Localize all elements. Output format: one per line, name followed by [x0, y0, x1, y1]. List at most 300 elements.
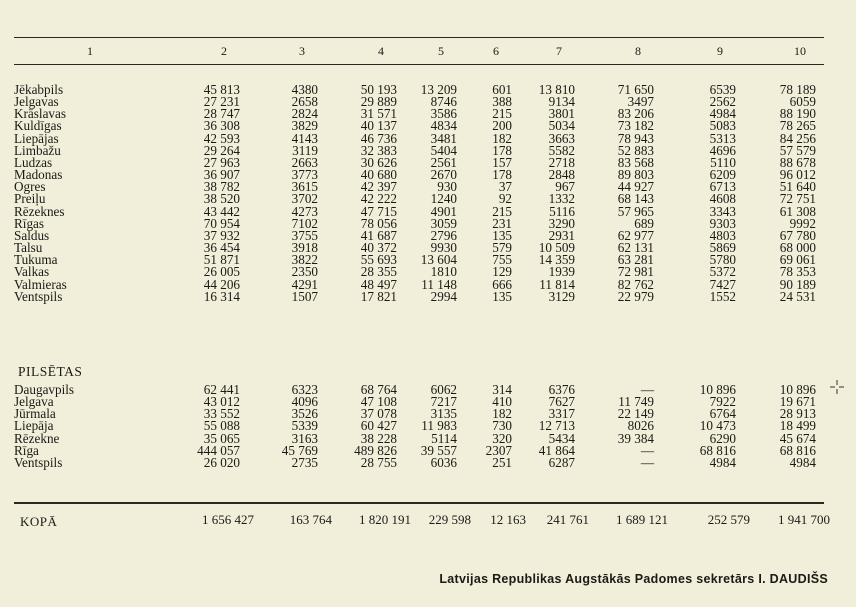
table-row: [14, 145, 816, 157]
cell-col-4: 48 497: [360, 276, 397, 292]
cell-col-4: 32 383: [360, 142, 397, 158]
cell-col-10: 96 012: [779, 167, 816, 183]
cell-col-9: 6713: [709, 179, 736, 195]
cell-col-6: 755: [492, 252, 512, 268]
footer-signature: Latvijas Republikas Augstākās Padomes sekretārs I. DAUDIŠS: [439, 572, 828, 586]
row-name: Rīgas: [14, 215, 45, 231]
cell-col-5: 9930: [430, 240, 457, 256]
cell-col-4: 28 355: [360, 264, 397, 280]
cell-col-2: 44 206: [203, 276, 240, 292]
cell-col-6: 215: [492, 203, 512, 219]
cell-col-7: 3317: [548, 406, 575, 422]
cell-col-7: 3663: [548, 130, 575, 146]
cell-col-5: 5114: [431, 430, 457, 446]
cell-col-9: 5083: [709, 118, 736, 134]
cell-col-3: 3526: [291, 406, 318, 422]
row-name: Jēkabpils: [14, 82, 64, 97]
cell-col-2: 33 552: [203, 406, 240, 422]
cell-col-4: 489 826: [354, 442, 397, 458]
cell-col-6: 251: [492, 454, 512, 470]
table-row: [14, 108, 816, 120]
cell-col-10: 78 265: [779, 118, 816, 134]
cell-col-2: 38 782: [203, 179, 240, 195]
cell-col-9: 4984: [709, 454, 736, 470]
cell-col-5: 2994: [430, 288, 457, 304]
table-row: [14, 157, 816, 169]
column-header-8: 8: [635, 44, 641, 58]
table-row: [14, 242, 816, 254]
cell-col-8: 62 977: [617, 227, 654, 243]
row-name: Liepāja: [14, 418, 54, 434]
cell-col-2: 36 454: [203, 240, 240, 256]
cell-col-4: 68 764: [360, 382, 397, 397]
cell-col-7: 5034: [548, 118, 575, 134]
cell-col-6: 135: [492, 227, 512, 243]
cell-col-8: 62 131: [617, 240, 654, 256]
cell-col-8: 44 927: [617, 179, 654, 195]
cell-col-5: 930: [437, 179, 457, 195]
cell-col-8: 22 149: [617, 406, 654, 422]
row-name: Preiļu: [14, 191, 46, 207]
cell-col-2: 444 057: [197, 442, 240, 458]
column-header-3: 3: [299, 44, 305, 58]
cell-col-4: 42 222: [360, 191, 397, 207]
cell-col-8: 83 206: [617, 106, 654, 122]
cell-col-2: 55 088: [203, 418, 240, 434]
cell-col-10: 68 816: [779, 442, 816, 458]
cell-col-7: 2931: [548, 227, 575, 243]
cell-col-9: 9303: [709, 215, 736, 231]
cell-col-2: 42 593: [203, 130, 240, 146]
cell-col-8: 8026: [627, 418, 654, 434]
total-col-6: 12 163: [490, 512, 526, 527]
row-name: Krāslavas: [14, 106, 66, 122]
cell-col-4: 40 137: [360, 118, 397, 134]
cell-col-9: 7922: [709, 394, 736, 410]
cell-col-2: 27 231: [203, 94, 240, 110]
total-rule: [14, 502, 824, 504]
cell-col-8: 52 883: [617, 142, 654, 158]
cell-col-6: 410: [492, 394, 512, 410]
column-header-5: 5: [438, 44, 444, 58]
cell-col-2: 27 963: [203, 154, 240, 170]
row-name: Limbažu: [14, 142, 61, 158]
cell-col-10: 4984: [789, 454, 816, 470]
total-col-3: 163 764: [289, 512, 332, 527]
cell-col-9: 5780: [709, 252, 736, 268]
cell-col-6: 666: [492, 276, 512, 292]
row-name: Ventspils: [14, 288, 63, 304]
cell-col-8: 57 965: [617, 203, 654, 219]
header-rule: [14, 64, 824, 65]
cell-col-3: 3755: [291, 227, 318, 243]
cell-col-10: 10 896: [779, 382, 816, 397]
row-name: Valkas: [14, 264, 50, 280]
table-row: [14, 254, 816, 266]
cell-col-4: 40 680: [360, 167, 397, 183]
row-name: Rēzekne: [14, 430, 60, 446]
cell-col-7: 3290: [548, 215, 575, 231]
total-label: KOPĀ: [20, 514, 58, 529]
cell-col-10: 28 913: [779, 406, 816, 422]
table-row: [14, 218, 816, 230]
cell-col-5: 6036: [430, 454, 457, 470]
cell-col-5: 1810: [430, 264, 457, 280]
row-name: Ogres: [14, 179, 46, 195]
cell-col-10: 24 531: [779, 288, 816, 304]
cell-col-2: 29 264: [203, 142, 240, 158]
cell-col-8: 78 943: [617, 130, 654, 146]
cell-col-10: 6059: [789, 94, 816, 110]
cell-col-3: 2350: [291, 264, 318, 280]
cell-col-5: 13 604: [420, 252, 457, 268]
cell-col-6: 601: [492, 82, 512, 97]
cell-col-2: 45 813: [203, 82, 240, 97]
cell-col-9: 10 473: [699, 418, 736, 434]
cell-col-6: 388: [492, 94, 512, 110]
table-row: [14, 120, 816, 132]
cell-col-3: 3702: [291, 191, 318, 207]
table-row: [14, 291, 816, 303]
cell-col-9: 2562: [709, 94, 736, 110]
cell-col-9: 6764: [709, 406, 736, 422]
cell-col-7: 9134: [548, 94, 575, 110]
cell-col-5: 5404: [430, 142, 457, 158]
cell-col-7: 12 713: [538, 418, 575, 434]
cell-col-8: 3497: [627, 94, 654, 110]
row-name: Ventspils: [14, 454, 63, 470]
row-name: Tukuma: [14, 252, 58, 268]
cell-col-7: 5582: [548, 142, 575, 158]
cell-col-6: 37: [498, 179, 512, 195]
cell-col-5: 6062: [430, 382, 457, 397]
cell-col-3: 4096: [291, 394, 318, 410]
cell-col-3: 2735: [291, 454, 318, 470]
cell-col-9: 4984: [709, 106, 736, 122]
cell-col-9: 3343: [709, 203, 736, 219]
cell-col-6: 157: [492, 154, 512, 170]
table-row: [14, 433, 816, 445]
cell-col-10: 68 000: [779, 240, 816, 256]
cell-col-3: 45 769: [281, 442, 318, 458]
cell-col-6: 215: [492, 106, 512, 122]
cell-col-4: 38 228: [360, 430, 397, 446]
column-header-7: 7: [556, 44, 562, 58]
cell-col-5: 11 148: [421, 276, 457, 292]
cell-col-3: 3918: [291, 240, 318, 256]
cell-col-9: 5869: [709, 240, 736, 256]
total-col-4: 1 820 191: [359, 512, 411, 527]
cell-col-4: 41 687: [360, 227, 397, 243]
cell-col-5: 8746: [430, 94, 457, 110]
cell-col-3: 3615: [291, 179, 318, 195]
cell-col-9: 4696: [709, 142, 736, 158]
cell-col-2: 62 441: [203, 382, 240, 397]
cell-col-6: 730: [492, 418, 512, 434]
cell-col-6: 200: [492, 118, 512, 134]
cell-col-3: 3822: [291, 252, 318, 268]
cell-col-5: 3481: [430, 130, 457, 146]
cell-col-4: 30 626: [360, 154, 397, 170]
row-name: Valmieras: [14, 276, 67, 292]
cell-col-5: 2670: [430, 167, 457, 183]
cell-col-3: 5339: [291, 418, 318, 434]
cell-col-5: 11 983: [421, 418, 457, 434]
cell-col-7: 13 810: [538, 82, 575, 97]
cell-col-9: 5313: [709, 130, 736, 146]
table-row: [14, 384, 816, 396]
cell-col-10: 57 579: [779, 142, 816, 158]
cell-col-9: 5110: [710, 154, 736, 170]
cell-col-7: 7627: [548, 394, 575, 410]
total-col-10: 1 941 700: [778, 512, 830, 527]
cell-col-7: 1939: [548, 264, 575, 280]
cell-col-2: 43 442: [203, 203, 240, 219]
cell-col-5: 3135: [430, 406, 457, 422]
total-col-2: 1 656 427: [202, 512, 254, 527]
cell-col-7: 3129: [548, 288, 575, 304]
table-row: [14, 420, 816, 432]
cell-col-3: 3773: [291, 167, 318, 183]
cell-col-3: 1507: [291, 288, 318, 304]
cell-col-10: 88 678: [779, 154, 816, 170]
cell-col-9: 6539: [709, 82, 736, 97]
row-name: Ludzas: [14, 154, 53, 170]
total-col-8: 1 689 121: [616, 512, 668, 527]
cell-col-3: 3119: [292, 142, 318, 158]
cell-col-5: 3586: [430, 106, 457, 122]
cell-col-5: 2796: [430, 227, 457, 243]
row-name: Liepājas: [14, 130, 59, 146]
cell-col-3: 2658: [291, 94, 318, 110]
row-name: Jelgava: [14, 394, 54, 410]
cell-col-2: 51 871: [203, 252, 240, 268]
cell-col-10: 67 780: [779, 227, 816, 243]
cell-col-9: 5372: [709, 264, 736, 280]
row-name: Jūrmala: [14, 406, 56, 422]
row-name: Madonas: [14, 167, 63, 183]
cell-col-4: 40 372: [360, 240, 397, 256]
cell-col-10: 78 353: [779, 264, 816, 280]
cell-col-9: 4803: [709, 227, 736, 243]
column-header-1: 1: [87, 44, 93, 58]
cell-col-2: 16 314: [203, 288, 240, 304]
cell-col-8: —: [640, 442, 654, 458]
cell-col-8: 39 384: [617, 430, 654, 446]
cell-col-9: 4608: [709, 191, 736, 207]
cell-col-8: 71 650: [617, 82, 654, 97]
cell-col-4: 42 397: [360, 179, 397, 195]
cell-col-10: 18 499: [779, 418, 816, 434]
column-header-4: 4: [378, 44, 384, 58]
table-row: [14, 266, 816, 278]
table-row: [14, 96, 816, 108]
row-name: Rīga: [14, 442, 39, 458]
cell-col-10: 61 308: [779, 203, 816, 219]
cell-col-6: 178: [492, 167, 512, 183]
cell-col-6: 178: [492, 142, 512, 158]
cell-col-10: 90 189: [779, 276, 816, 292]
cell-col-7: 2848: [548, 167, 575, 183]
row-name: Rēzeknes: [14, 203, 65, 219]
cell-col-8: 68 143: [617, 191, 654, 207]
districts-table: [14, 84, 816, 303]
cell-col-4: 17 821: [360, 288, 397, 304]
cell-col-9: 6209: [709, 167, 736, 183]
row-name: Saldus: [14, 227, 50, 243]
table-row: [14, 230, 816, 242]
table-row: [14, 169, 816, 181]
cell-col-8: 82 762: [617, 276, 654, 292]
cell-col-7: 5116: [549, 203, 575, 219]
cell-col-7: 6376: [548, 382, 575, 397]
cell-col-7: 41 864: [538, 442, 575, 458]
cell-col-8: 73 182: [617, 118, 654, 134]
cell-col-5: 1240: [430, 191, 457, 207]
cell-col-6: 129: [492, 264, 512, 280]
cell-col-6: 320: [492, 430, 512, 446]
cell-col-9: 10 896: [699, 382, 736, 397]
cell-col-8: —: [640, 454, 654, 470]
cell-col-7: 14 359: [538, 252, 575, 268]
cell-col-4: 55 693: [360, 252, 397, 268]
column-header-6: 6: [493, 44, 499, 58]
cell-col-2: 28 747: [203, 106, 240, 122]
cell-col-8: 83 568: [617, 154, 654, 170]
cell-col-6: 2307: [485, 442, 512, 458]
cell-col-7: 5434: [548, 430, 575, 446]
cell-col-8: 689: [634, 215, 654, 231]
cell-col-5: 4901: [430, 203, 457, 219]
table-row: [14, 206, 816, 218]
cell-col-4: 50 193: [360, 82, 397, 97]
top-rule: [14, 37, 824, 38]
cell-col-10: 72 751: [779, 191, 816, 207]
cell-col-2: 43 012: [203, 394, 240, 410]
cell-col-10: 78 189: [779, 82, 816, 97]
cell-col-10: 88 190: [779, 106, 816, 122]
cell-col-5: 13 209: [420, 82, 457, 97]
table-row: [14, 193, 816, 205]
cell-col-10: 45 674: [779, 430, 816, 446]
cell-col-10: 51 640: [779, 179, 816, 195]
cell-col-4: 78 056: [360, 215, 397, 231]
cell-col-3: 4380: [291, 82, 318, 97]
cell-col-9: 68 816: [699, 442, 736, 458]
cell-col-4: 28 755: [360, 454, 397, 470]
cell-col-7: 10 509: [538, 240, 575, 256]
cell-col-6: 579: [492, 240, 512, 256]
cell-col-7: 2718: [548, 154, 575, 170]
cell-col-3: 4273: [291, 203, 318, 219]
total-col-5: 229 598: [428, 512, 471, 527]
row-name: Kuldīgas: [14, 118, 62, 134]
cell-col-10: 19 671: [779, 394, 816, 410]
cell-col-10: 69 061: [779, 252, 816, 268]
cell-col-9: 7427: [709, 276, 736, 292]
cell-col-6: 182: [492, 406, 512, 422]
cell-col-3: 3163: [291, 430, 318, 446]
cell-col-2: 38 520: [203, 191, 240, 207]
cell-col-8: 22 979: [617, 288, 654, 304]
total-col-9: 252 579: [707, 512, 750, 527]
cell-col-2: 37 932: [203, 227, 240, 243]
cell-col-4: 60 427: [360, 418, 397, 434]
cell-col-9: 1552: [709, 288, 736, 304]
cell-col-6: 92: [498, 191, 512, 207]
cell-col-6: 314: [492, 382, 512, 397]
total-col-7: 241 761: [546, 512, 589, 527]
cell-col-7: 1332: [548, 191, 575, 207]
cell-col-7: 3801: [548, 106, 575, 122]
cell-col-3: 6323: [291, 382, 318, 397]
row-name: Daugavpils: [14, 382, 75, 397]
cell-col-4: 47 715: [360, 203, 397, 219]
cell-col-10: 9992: [789, 215, 816, 231]
table-row: [14, 408, 816, 420]
cell-col-4: 47 108: [360, 394, 397, 410]
cell-col-6: 135: [492, 288, 512, 304]
cell-col-7: 6287: [548, 454, 575, 470]
cell-col-3: 7102: [291, 215, 318, 231]
table-row: [14, 133, 816, 145]
cell-col-6: 231: [492, 215, 512, 231]
cell-col-2: 26 020: [203, 454, 240, 470]
cell-col-2: 36 907: [203, 167, 240, 183]
cell-col-3: 4291: [291, 276, 318, 292]
table-row: [14, 396, 816, 408]
cell-col-8: 63 281: [617, 252, 654, 268]
cell-col-5: 4834: [430, 118, 457, 134]
cell-col-5: 2561: [430, 154, 457, 170]
crosshair-icon: [830, 380, 844, 394]
cell-col-3: 2663: [291, 154, 318, 170]
cell-col-6: 182: [492, 130, 512, 146]
cell-col-8: —: [640, 382, 654, 397]
column-header-10: 10: [794, 44, 806, 58]
column-header-2: 2: [221, 44, 227, 58]
table-row: [14, 181, 816, 193]
row-name: Jelgavas: [14, 94, 59, 110]
cell-col-5: 7217: [430, 394, 457, 410]
cell-col-2: 26 005: [203, 264, 240, 280]
cell-col-7: 967: [555, 179, 575, 195]
cell-col-4: 46 736: [360, 130, 397, 146]
row-name: Talsu: [14, 240, 43, 256]
cell-col-2: 70 954: [203, 215, 240, 231]
cell-col-8: 11 749: [618, 394, 654, 410]
cell-col-5: 39 557: [420, 442, 457, 458]
table-row: [14, 279, 816, 291]
cell-col-4: 29 889: [360, 94, 397, 110]
cell-col-3: 3829: [291, 118, 318, 134]
cell-col-7: 11 814: [539, 276, 575, 292]
cell-col-10: 84 256: [779, 130, 816, 146]
cell-col-2: 35 065: [203, 430, 240, 446]
cities-table: [14, 384, 816, 469]
cell-col-4: 37 078: [360, 406, 397, 422]
cell-col-8: 89 803: [617, 167, 654, 183]
table-row: [14, 445, 816, 457]
cell-col-3: 4143: [291, 130, 318, 146]
table-row: [14, 457, 816, 469]
cell-col-9: 6290: [709, 430, 736, 446]
cell-col-4: 31 571: [360, 106, 397, 122]
column-header-9: 9: [717, 44, 723, 58]
cell-col-8: 72 981: [617, 264, 654, 280]
cities-section-title: PILSĒTAS: [18, 364, 83, 379]
cell-col-5: 3059: [430, 215, 457, 231]
